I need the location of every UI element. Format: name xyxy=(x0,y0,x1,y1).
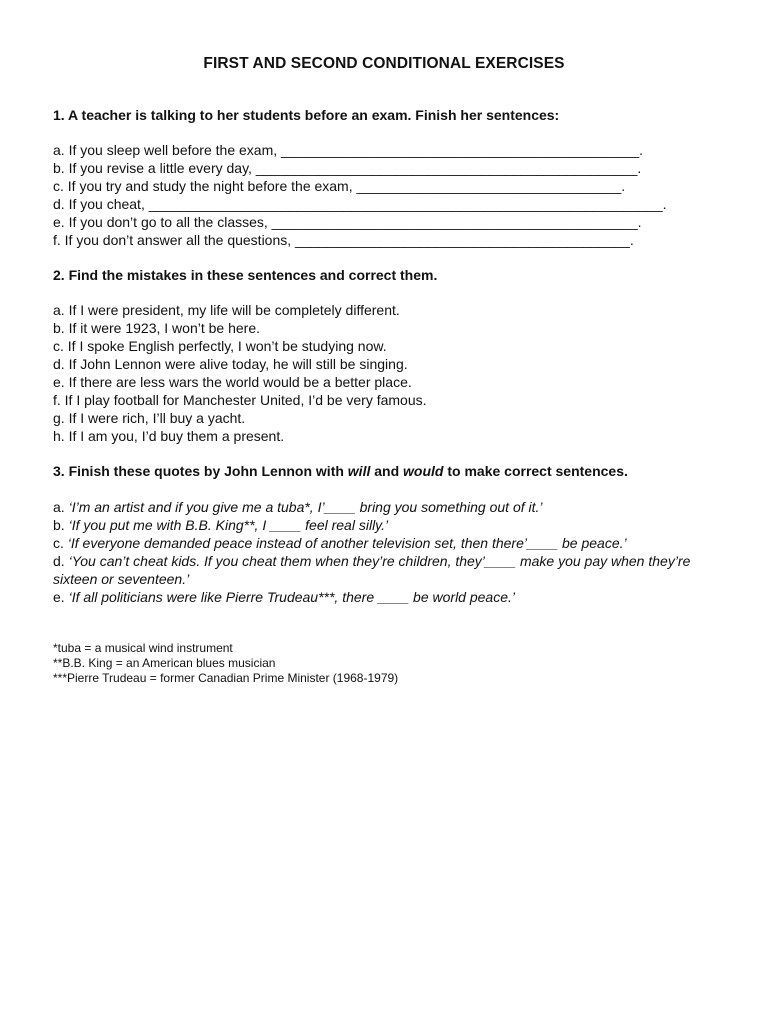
section-3-list xyxy=(53,498,703,606)
quote-text: ‘If you put me with B.B. King**, I ____ feel real silly.’ xyxy=(68,517,389,533)
heading-text: and xyxy=(370,463,404,479)
list-item: a. If you sleep well before the exam, ______________________________________________. xyxy=(53,142,644,158)
heading-text: to make correct sentences. xyxy=(443,463,628,479)
list-item: f. If I play football for Manchester United, I’d be very famous. xyxy=(53,392,427,408)
list-item: c. If you try and study the night before the exam, __________________________________. xyxy=(53,178,626,194)
quote-text: ‘If all politicians were like Pierre Trudeau***, there ____ be world peace.’ xyxy=(68,589,515,605)
footnote: *tuba = a musical wind instrument xyxy=(53,641,233,655)
page-title: FIRST AND SECOND CONDITIONAL EXERCISES xyxy=(203,55,565,72)
heading-emphasis-would: would xyxy=(403,463,444,479)
list-item: e. If you don’t go to all the classes, _______________________________________________. xyxy=(53,214,642,230)
quote-text: ‘You can’t cheat kids. If you cheat them when they’re children, they’____ make you pay when they’re sixteen or seventeen.’ xyxy=(53,553,691,587)
quote-text: ‘I’m an artist and if you give me a tuba*, I’____ bring you something out of it.’ xyxy=(68,499,543,515)
footnotes xyxy=(53,641,398,686)
list-item: e. If there are less wars the world would be a better place. xyxy=(53,374,412,390)
list-item: b. If you revise a little every day, _________________________________________________. xyxy=(53,160,642,176)
list-item xyxy=(53,498,703,516)
list-item: b. If it were 1923, I won’t be here. xyxy=(53,320,261,336)
section-1-heading: 1. A teacher is talking to her students before an exam. Finish her sentences: xyxy=(53,107,560,123)
quote-text: ‘If everyone demanded peace instead of another television set, then there’____ be peace.’ xyxy=(67,535,627,551)
heading-emphasis-will: will xyxy=(347,463,371,479)
footnote: ***Pierre Trudeau = former Canadian Prime Minister (1968-1979) xyxy=(53,671,399,685)
section-2-heading: 2. Find the mistakes in these sentences and correct them. xyxy=(53,267,438,283)
list-item: f. If you don’t answer all the questions, ___________________________________________. xyxy=(53,232,634,248)
item-label: a. xyxy=(53,499,69,515)
list-item xyxy=(53,516,703,534)
heading-text: 3. Finish these quotes by John Lennon with xyxy=(53,463,348,479)
list-item: g. If I were rich, I’ll buy a yacht. xyxy=(53,410,246,426)
section-1-list xyxy=(53,141,713,249)
item-label: e. xyxy=(53,589,69,605)
list-item: c. If I spoke English perfectly, I won’t be studying now. xyxy=(53,338,387,354)
footnote: **B.B. King = an American blues musician xyxy=(53,656,276,670)
item-label: c. xyxy=(53,535,68,551)
list-item: h. If I am you, I’d buy them a present. xyxy=(53,428,285,444)
item-label: d. xyxy=(53,553,69,569)
list-item xyxy=(53,534,703,552)
list-item xyxy=(53,552,703,588)
item-label: b. xyxy=(53,517,69,533)
section-2-list xyxy=(53,301,713,445)
list-item: d. If John Lennon were alive today, he will still be singing. xyxy=(53,356,408,372)
section-3-heading xyxy=(53,463,628,479)
list-item: d. If you cheat, __________________________________________________________________. xyxy=(53,196,667,212)
list-item: a. If I were president, my life will be completely different. xyxy=(53,302,400,318)
list-item xyxy=(53,588,703,606)
